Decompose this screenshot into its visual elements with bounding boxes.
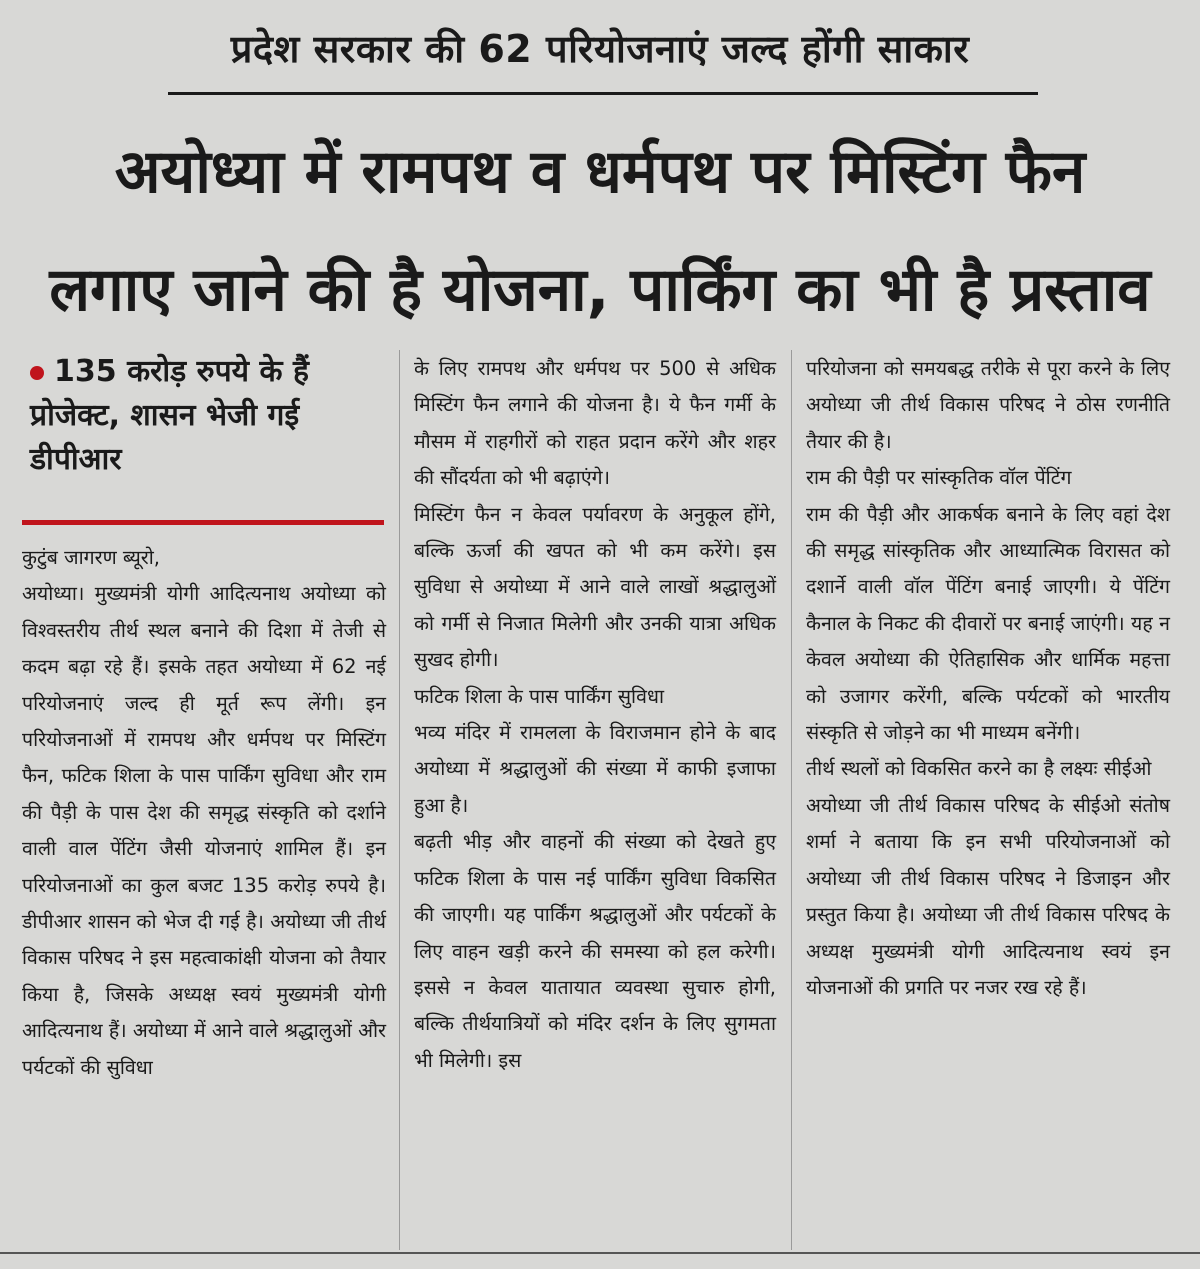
paragraph: मिस्टिंग फैन न केवल पर्यावरण के अनुकूल होंगे, बल्कि ऊर्जा की खपत को भी कम करेंगे। इस सुविधा से अयोध्या में आने वाले लाखों श्रद्धालुओं को गर्मी से निजात मिलेगी और उनकी यात्रा अधिक सुखद होगी। [414,502,776,672]
column-divider [791,350,792,1250]
bottom-divider [0,1252,1200,1254]
paragraph: अयोध्या। मुख्यमंत्री योगी आदित्यनाथ अयोध्या को विश्वस्तरीय तीर्थ स्थल बनाने की दिशा में तेजी से कदम बढ़ा रहे हैं। इसके तहत अयोध्या में 62 नई परियोजनाएं जल्द ही मूर्त रूप लेंगी। इन परियोजनाओं में रामपथ और धर्मपथ पर मिस्टिंग फैन, फटिक शिला के पास पार्किंग सुविधा और राम की पैड़ी के पास देश की समृद्ध संस्कृति को दर्शाने वाली वाल पेंटिंग जैसी योजनाएं शामिल हैं। इन परियोजनाओं का कुल बजट 135 करोड़ रुपये है। डीपीआर शासन को भेज दी गई है। अयोध्या जी तीर्थ विकास परिषद ने इस महत्वाकांक्षी योजना को तैयार किया है, जिसके अध्यक्ष स्वयं मुख्यमंत्री योगी आदित्यनाथ हैं। अयोध्या में आने वाले श्रद्धालुओं और पर्यटकों की सुविधा [22,582,386,1079]
highlight-box [30,350,385,482]
byline: कुटुंब जागरण ब्यूरो, [22,546,160,569]
subheading: फटिक शिला के पास पार्किंग सुविधा [414,684,664,708]
kicker-divider [168,92,1038,95]
subheading: तीर्थ स्थलों को विकसित करने का है लक्ष्यः सीईओ [806,757,1152,781]
paragraph: अयोध्या जी तीर्थ विकास परिषद के सीईओ संतोष शर्मा ने बताया कि इन सभी परियोजनाओं को अयोध्या जी तीर्थ विकास परिषद ने डिजाइन और प्रस्तुत किया है। अयोध्या जी तीर्थ विकास परिषद के अध्यक्ष मुख्यमंत्री योगी आदित्यनाथ स्वयं इन योजनाओं की प्रगति पर नजर रख रहे हैं। [806,793,1170,999]
highlight-text: 135 करोड़ रुपये के हैं प्रोजेक्ट, शासन भेजी गई डीपीआर [30,354,309,477]
article-column-1 [22,540,386,1086]
column-divider [399,350,400,1250]
paragraph: बढ़ती भीड़ और वाहनों की संख्या को देखते हुए फटिक शिला के पास नई पार्किंग सुविधा विकसित की जाएगी। यह पार्किंग श्रद्धालुओं और पर्यटकों के लिए वाहन खड़ी करने की समस्या को हल करेगी। इससे न केवल यातायात व्यवस्था सुचारु होगी, बल्कि तीर्थयात्रियों को मंदिर दर्शन के लिए सुगमता भी मिलेगी। इस [414,830,776,1072]
article-column-2 [414,351,776,1079]
kicker-headline: प्रदेश सरकार की 62 परियोजनाएं जल्द होंगी साकार [230,27,970,71]
bullet-icon [30,366,44,380]
subheading: राम की पैड़ी पर सांस्कृतिक वॉल पेंटिंग [806,466,1072,490]
headline-line-1: अयोध्या में रामपथ व धर्मपथ पर मिस्टिंग फैन [114,137,1086,207]
paragraph: राम की पैड़ी और आकर्षक बनाने के लिए वहां देश की समृद्ध सांस्कृतिक और आध्यात्मिक विरासत को दशार्ने वाली वॉल पेंटिंग बनाई जाएगी। ये पेंटिंग कैनाल के निकट की दीवारों पर बनाई जाएंगी। यह न केवल अयोध्या की ऐतिहासिक और धार्मिक महत्ता को उजागर करेंगी, बल्कि पर्यटकों को भारतीय संस्कृति से जोड़ने का भी माध्यम बनेंगी। [806,502,1170,745]
paragraph: परियोजना को समयबद्ध तरीके से पूरा करने के लिए अयोध्या जी तीर्थ विकास परिषद ने ठोस रणनीति तैयार की है। [806,357,1170,453]
paragraph: के लिए रामपथ और धर्मपथ पर 500 से अधिक मिस्टिंग फैन लगाने की योजना है। ये फैन गर्मी के मौसम में राहगीरों को राहत प्रदान करेंगे और शहर की सौंदर्यता को भी बढ़ाएंगे। [414,357,776,490]
headline-line-2: लगाए जाने की है योजना, पार्किंग का भी है प्रस्ताव [49,255,1151,325]
article-column-3 [806,351,1170,1006]
highlight-divider [22,520,384,525]
paragraph: भव्य मंदिर में रामलला के विराजमान होने के बाद अयोध्या में श्रद्धालुओं की संख्या में काफी इजाफा हुआ है। [414,721,776,817]
